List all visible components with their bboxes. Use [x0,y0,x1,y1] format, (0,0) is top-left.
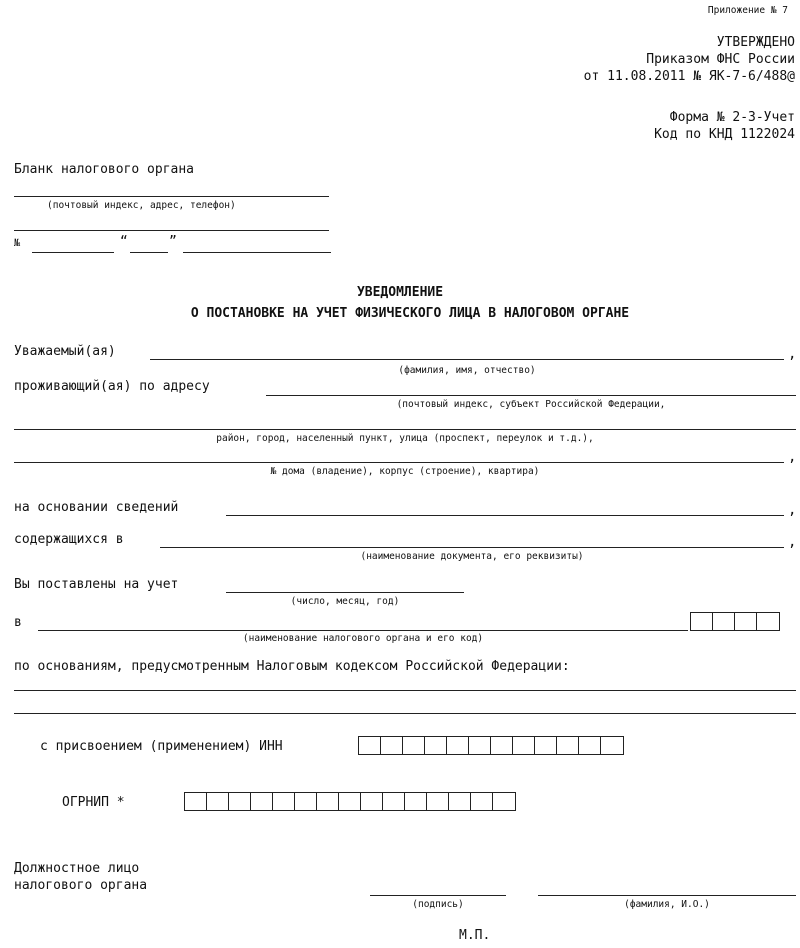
blank-title: Бланк налогового органа [14,162,195,177]
ogrnip-cell[interactable] [229,793,251,810]
address-field-2[interactable] [14,429,796,430]
ogrnip-label: ОГРНИП * [62,795,125,810]
inn-cell[interactable] [359,737,381,754]
document-caption: (наименование документа, его реквизиты) [360,551,584,562]
blank-quote-close: ” [169,234,177,249]
code-cell[interactable] [757,613,779,630]
blank-number-sign: № [14,238,21,249]
inn-cell[interactable] [425,737,447,754]
blank-number-field[interactable] [32,252,114,253]
inn-cell[interactable] [535,737,557,754]
registration-date-field[interactable] [226,592,464,593]
address-caption-2: район, город, населенный пункт, улица (проспект, переулок и т.д.), [216,433,594,444]
code-cell[interactable] [713,613,735,630]
ogrnip-cell[interactable] [361,793,383,810]
order-label: Приказом ФНС России [646,52,795,67]
fio-field[interactable] [150,359,784,360]
tax-organ-field[interactable] [38,630,688,631]
ogrnip-cell[interactable] [427,793,449,810]
notice-title: УВЕДОМЛЕНИЕ [356,285,444,300]
basis-field[interactable] [226,515,784,516]
dear-label: Уважаемый(ая) [14,344,116,359]
ogrnip-cell[interactable] [493,793,515,810]
inn-cell[interactable] [513,737,535,754]
tax-organ-caption: (наименование налогового органа и его код) [242,633,484,644]
code-cell[interactable] [691,613,713,630]
ogrnip-cell[interactable] [273,793,295,810]
address-field-3[interactable] [14,462,784,463]
date-caption: (число, месяц, год) [290,596,400,607]
in-label: в [14,615,22,630]
ogrnip-cell[interactable] [405,793,427,810]
blank-address-caption: (почтовый индекс, адрес, телефон) [47,200,236,211]
blank-line-2 [14,230,329,231]
fio-caption: (фамилия, имя, отчество) [398,365,536,376]
residing-label: проживающий(ая) по адресу [14,379,210,394]
address-comma: , [788,449,797,465]
ogrnip-cell[interactable] [207,793,229,810]
ogrnip-cells[interactable] [184,792,516,811]
order-date-label: от 11.08.2011 № ЯК-7-6/488@ [583,69,795,84]
inn-cells[interactable] [358,736,624,755]
stamp-label: М.П. [459,928,491,943]
official-label-2: налогового органа [14,878,148,893]
ogrnip-cell[interactable] [251,793,273,810]
ogrnip-cell[interactable] [339,793,361,810]
inn-cell[interactable] [579,737,601,754]
ogrnip-cell[interactable] [185,793,207,810]
signature-field[interactable] [370,895,506,896]
approved-label: УТВЕРЖДЕНО [716,35,795,50]
inn-label: с присвоением (применением) ИНН [40,739,283,754]
document-field[interactable] [160,547,784,548]
document-comma: , [788,534,797,550]
grounds-field-2[interactable] [14,713,796,714]
registered-label: Вы поставлены на учет [14,577,179,592]
inn-cell[interactable] [447,737,469,754]
tax-organ-code-cells[interactable] [690,612,780,631]
address-field-1[interactable] [266,395,796,396]
blank-day-field[interactable] [130,252,168,253]
inn-cell[interactable] [381,737,403,754]
ogrnip-cell[interactable] [383,793,405,810]
blank-date-field[interactable] [183,252,331,253]
blank-line-1 [14,196,329,197]
notice-subtitle: О ПОСТАНОВКЕ НА УЧЕТ ФИЗИЧЕСКОГО ЛИЦА В НАЛОГОВОМ ОРГАНЕ [190,306,630,321]
appendix-label: Приложение № 7 [707,5,788,16]
ogrnip-cell[interactable] [295,793,317,810]
blank-quote-open: “ [120,234,128,249]
basis-comma: , [788,502,797,518]
inn-cell[interactable] [469,737,491,754]
inn-cell[interactable] [491,737,513,754]
inn-cell[interactable] [557,737,579,754]
basis-label: на основании сведений [14,500,179,515]
fio-comma: , [788,346,797,362]
knd-code-label: Код по КНД 1122024 [654,127,795,142]
inn-cell[interactable] [403,737,425,754]
form-number-label: Форма № 2-3-Учет [669,110,795,125]
address-caption-3: № дома (владение), корпус (строение), квартира) [270,466,540,477]
code-cell[interactable] [735,613,757,630]
official-fio-caption: (фамилия, И.О.) [624,899,710,910]
signature-caption: (подпись) [412,899,464,910]
grounds-label: по основаниям, предусмотренным Налоговым кодексом Российской Федерации: [14,659,570,674]
official-fio-field[interactable] [538,895,796,896]
contained-label: содержащихся в [14,532,124,547]
address-caption-1: (почтовый индекс, субъект Российской Федерации, [396,399,666,410]
inn-cell[interactable] [601,737,623,754]
ogrnip-cell[interactable] [471,793,493,810]
grounds-field-1[interactable] [14,690,796,691]
ogrnip-cell[interactable] [317,793,339,810]
official-label-1: Должностное лицо [14,861,140,876]
ogrnip-cell[interactable] [449,793,471,810]
